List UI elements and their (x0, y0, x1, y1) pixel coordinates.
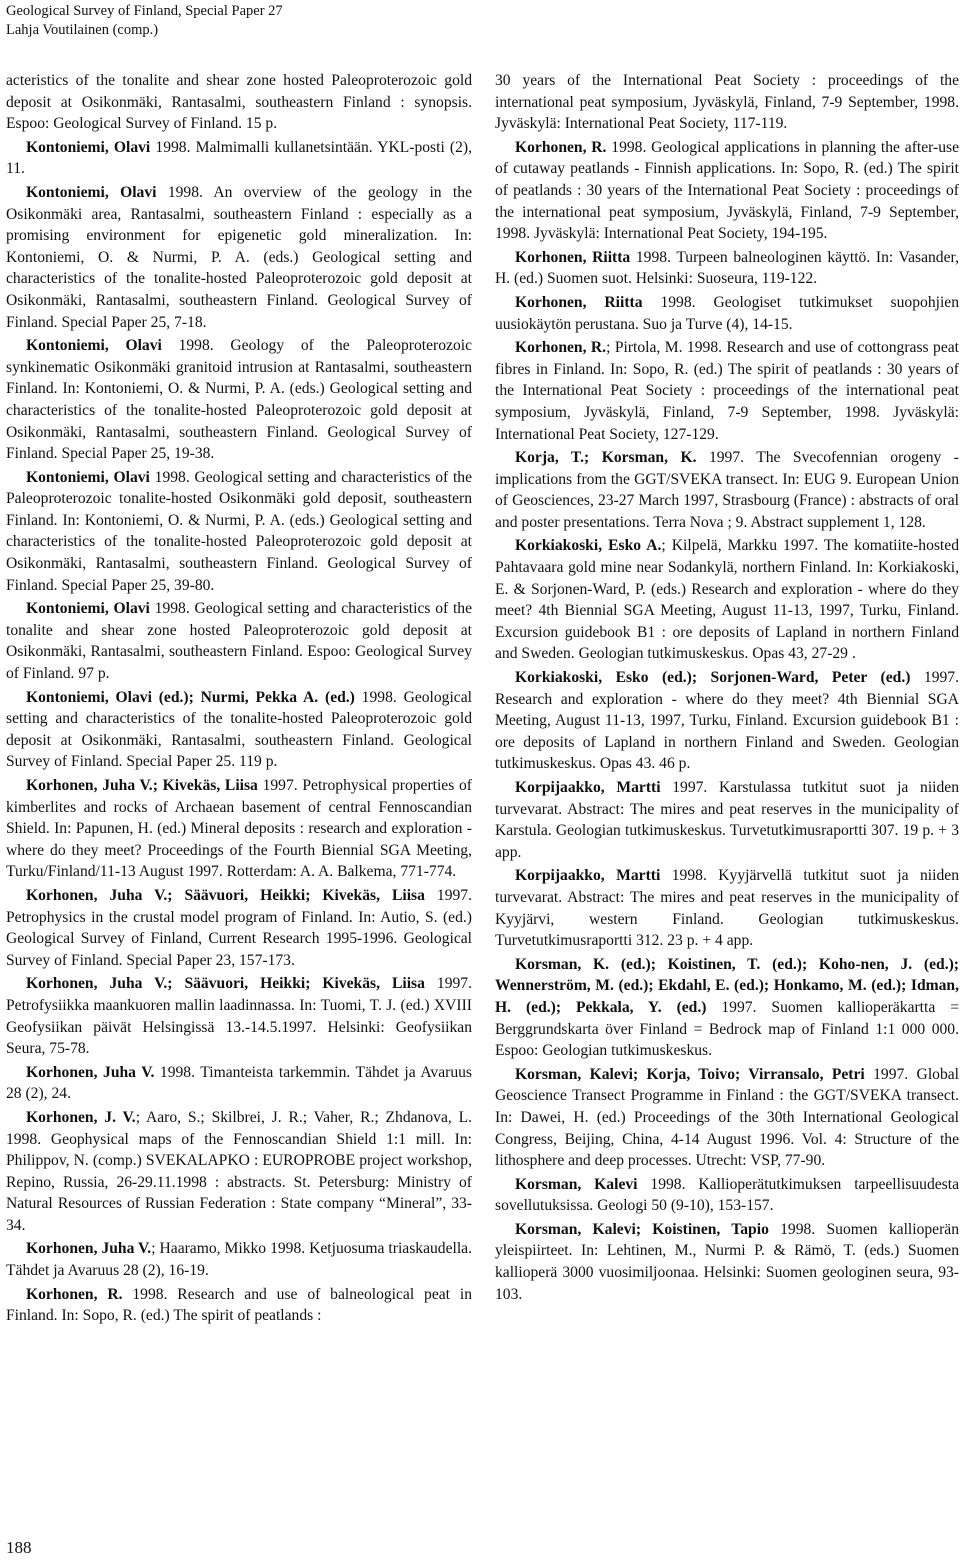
reference-author: Korhonen, Riitta (515, 248, 631, 266)
left-column (6, 70, 472, 1329)
reference-text: 1998. An overview of the geology in the Osikonmäki area, Rantasalmi, southeastern Finland : especially as a promising environment for epigenetic gold mineralization. In: Kontoniemi, O. & Nurmi, P. A. (eds.) Geological setting and characteristics of the tonalite-hosted Paleoproterozoic gold deposit at Osikonmäki, Rantasalmi, southeastern Finland. Geological Survey of Finland. Special Paper 25, 7-18. (6, 183, 472, 331)
reference-author: Korhonen, R. (515, 339, 607, 357)
reference-author: Korpijaakko, Martti (515, 867, 661, 885)
reference-author: Korsman, Kalevi; Koistinen, Tapio (515, 1220, 769, 1238)
reference-text: 1998. Kallioperätutkimuksen tarpeellisuudesta sovellutuksissa. Geologi 50 (9-10), 153-157. (495, 1175, 960, 1215)
reference-author: Korhonen, R. (26, 1285, 123, 1303)
reference-entry (495, 777, 959, 863)
reference-entry (6, 775, 472, 883)
reference-entry (6, 1238, 472, 1281)
reference-entry (495, 865, 959, 951)
reference-text: 1997. Petrophysics in the crustal model program of Finland. In: Autio, S. (ed.) Geological Survey of Finland, Current Research 1995-1996. Geological Survey of Finland. Special Paper 23, 157-173. (6, 886, 472, 969)
reference-text: 1997. Petrophysical properties of kimberlites and rocks of Archaean basement of central Fennoscandian Shield. In: Papunen, H. (ed.) Mineral deposits : research and exploration - where do they meet? Proceedings of the Fourth Biennial SGA Meeting, Turku/Finland/11-13 August 1997. Rotterdam: A. A. Balkema, 771-774. (6, 777, 472, 881)
reference-text: 1997. Karstulassa tutkitut suot ja niiden turvevarat. Abstract: The mires and peat reserves in the municipality of Karstula. Geologian tutkimuskeskus. Turvetutkimusraportti 307. 19 p. + 3 app. (495, 779, 960, 861)
reference-entry (6, 598, 472, 684)
reference-text: 1998. Geological setting and characteristics of the tonalite-hosted Paleoproterozoic gold deposit at Osikonmäki, Rantasalmi, southeastern Finland. Geological Survey of Finland. Special Paper 25. 119 p. (6, 688, 472, 771)
reference-author: Korhonen, J. V. (26, 1108, 136, 1126)
series-title: Geological Survey of Finland, Special Paper 27 (6, 3, 283, 19)
reference-author: Korkiakoski, Esko (ed.); Sorjonen-Ward, Peter (ed.) (515, 669, 911, 687)
reference-text: 1998. Suomen kallioperän yleispiirteet. In: Lehtinen, M., Nurmi P. & Rämö, T. (eds.) Suomen kallioperä 3000 vuosimiljoonaa. Helsinki: Suomen geologinen seura, 93-103. (495, 1220, 959, 1303)
reference-entry (495, 1219, 959, 1305)
reference-entry (6, 885, 472, 971)
reference-author: Korhonen, Juha V.; Säävuori, Heikki; Kivekäs, Liisa (26, 886, 425, 904)
reference-entry (495, 337, 959, 445)
reference-entry (495, 137, 959, 245)
reference-text: 1998. Timanteista tarkemmin. Tähdet ja Avaruus 28 (2), 24. (6, 1063, 472, 1103)
reference-entry (6, 1062, 472, 1105)
reference-text: 30 years of the International Peat Society : proceedings of the international peat symposium, Jyväskylä, Finland, 7-9 September, 1998. Jyväskylä: International Peat Society, 117-119. (495, 72, 959, 133)
reference-text: 1997. Research and exploration - where do they meet? 4th Biennial SGA Meeting, August 11-13, 1997, Turku, Finland. Excursion guidebook B1 : ore deposits of Lapland in northern Finland and Sweden. Geologian tutkimuskeskus. Opas 43. 46 p. (495, 669, 959, 773)
reference-entry (6, 335, 472, 465)
reference-text: 1998. Geological applications in planning the after-use of cutaway peatlands - Finnish applications. In: Sopo, R. (ed.) The spirit of peatlands : 30 years of the International Peat Society : proceedings of the international peat symposium, Jyväskylä, Finland, 7-9 September, 1998. Jyväskylä: International Peat Society, 194-195. (495, 138, 959, 243)
reference-text: ; Aaro, S.; Skilbrei, J. R.; Vaher, R.; Zhdanova, L. 1998. Geophysical maps of the Fennoscandian Shield 1:1 mill. In: Philippov, N. (comp.) SVEKALAPKO : EUROPROBE project workshop, Repino, Russia, 26-29.11.1998 : abstracts. St. Petersburg: Ministry of Natural Resources of Russian Federation : State company “Mineral”, 33-34. (6, 1108, 473, 1234)
reference-author: Korsman, Kalevi; Korja, Toivo; Virransalo, Petri (515, 1065, 865, 1083)
reference-entry (6, 1107, 472, 1237)
reference-author: Korhonen, Riitta (515, 293, 643, 311)
reference-author: Kontoniemi, Olavi (26, 468, 150, 486)
reference-entry (495, 1064, 959, 1172)
reference-text: 1998. Malmimalli kullanetsintään. YKL-posti (2), 11. (6, 138, 472, 178)
reference-text: 1998. Turpeen balneologinen käyttö. In: Vasander, H. (ed.) Suomen suot. Helsinki: Suoseura, 119-122. (495, 248, 959, 288)
reference-author: Korsman, K. (ed.); Koistinen, T. (ed.); Koho-nen, J. (ed.); Wennerström, M. (ed.); Ekdahl, E. (ed.); Honkamo, M. (ed.); Idman, H. (ed.); Pekkala, Y. (ed.) (495, 955, 959, 1016)
compiler-line: Lahja Voutilainen (comp.) (6, 22, 159, 38)
reference-entry (495, 70, 959, 135)
reference-text: 1998. Research and use of balneological peat in Finland. In: Sopo, R. (ed.) The spirit of peatlands : (6, 1285, 472, 1325)
reference-entry (495, 1174, 959, 1217)
reference-text: 1998. Geologiset tutkimukset suopohjien uusiokäytön perustana. Suo ja Turve (4), 14-15. (495, 293, 959, 333)
reference-entry (6, 1284, 472, 1327)
reference-entry (495, 447, 959, 533)
reference-entry (495, 667, 959, 775)
reference-text: 1998. Kyyjärvellä tutkitut suot ja niiden turvevarat. Abstract: The mires and peat reserves in the municipality of Kyyjärvi, western Finland. Geologian tutkimuskeskus. Turvetutkimusraportti 312. 23 p. + 4 app. (495, 867, 959, 950)
reference-text: 1997. The Svecofennian orogeny - implications from the GGT/SVEKA transect. In: EUG 9. European Union of Geosciences, 23-27 March 1997, Strasbourg (France) : abstracts of oral and poster presentations. Terra Nova ; 9. Abstract supplement 1, 128. (495, 449, 959, 531)
reference-text: ; Haaramo, Mikko 1998. Ketjuosuma triaskaudella. Tähdet ja Avaruus 28 (2), 16-19. (6, 1240, 472, 1280)
reference-text: 1998. Geological setting and characteristics of the Paleoproterozoic tonalite-hosted Osikonmäki gold deposit, southeastern Finland. In: Kontoniemi, O. & Nurmi, P. A. (eds.) Geological setting and characteristics of the tonalite-hosted Paleoproterozoic gold deposit at Osikonmäki, Rantasalmi, southeastern Finland. Geological Survey of Finland. Special Paper 25, 39-80. (6, 468, 472, 594)
reference-author: Korpijaakko, Martti (515, 779, 661, 796)
reference-text: 1997. Petrofysiikka maankuoren mallin laadinnassa. In: Tuomi, T. J. (ed.) XVIII Geofysiikan päivät Helsingissä 13.-14.5.1997. Helsinki: Geofysiikan Seura, 75-78. (6, 975, 472, 1058)
reference-author: Kontoniemi, Olavi (26, 600, 150, 618)
reference-entry (6, 182, 472, 333)
reference-text: ; Pirtola, M. 1998. Research and use of cottongrass peat fibres in Finland. In: Sopo, R. (ed.) The spirit of peatlands : 30 years of the International Peat Society : proceedings of the international peat symposium, Jyväskylä, Finland, 7-9 September, 1998. Jyväskylä: International Peat Society, 127-129. (495, 339, 959, 443)
reference-author: Korhonen, Juha V.; Kivekäs, Liisa (26, 777, 258, 794)
right-column (495, 70, 959, 1307)
reference-author: Korja, T.; Korsman, K. (515, 449, 697, 467)
reference-author: Korhonen, Juha V.; Säävuori, Heikki; Kivekäs, Liisa (26, 975, 425, 993)
reference-entry (495, 535, 959, 665)
reference-text: 1997. Global Geoscience Transect Programme in Finland : the GGT/SVEKA transect. In: Dawei, H. (ed.) Proceedings of the 30th International Geological Congress, Beijing, China, 4-14 August 1996. Vol. 4: Structure of the lithosphere and deep processes. Utrecht: VSP, 77-90. (495, 1065, 959, 1170)
running-header (6, 2, 283, 40)
reference-author: Kontoniemi, Olavi (ed.); Nurmi, Pekka A. (ed.) (26, 688, 355, 706)
reference-entry (495, 954, 959, 1062)
reference-entry (495, 292, 959, 335)
reference-author: Kontoniemi, Olavi (26, 183, 157, 201)
reference-author: Korhonen, Juha V. (26, 1063, 155, 1081)
reference-text: ; Kilpelä, Markku 1997. The komatiite-hosted Pahtavaara gold mine near Sodankylä, northern Finland. In: Korkiakoski, E. & Sorjonen-Ward, P. (eds.) Research and exploration - where do they meet? 4th Biennial SGA Meeting, August 11-13, 1997, Turku, Finland. Excursion guidebook B1 : ore deposits of Lapland in northern Finland and Sweden. Geologian tutkimuskeskus. Opas 43, 27-29 . (495, 537, 959, 663)
reference-entry (495, 247, 959, 290)
reference-text: acteristics of the tonalite and shear zone hosted Paleoproterozoic gold deposit at Osikonmäki, Rantasalmi, southeastern Finland : synopsis. Espoo: Geological Survey of Finland. 15 p. (6, 72, 472, 133)
reference-author: Korsman, Kalevi (515, 1175, 638, 1193)
reference-author: Korhonen, Juha V. (26, 1240, 152, 1258)
reference-author: Kontoniemi, Olavi (26, 337, 162, 355)
reference-text: 1998. Geology of the Paleoproterozoic synkinematic Osikonmäki granitoid intrusion at Rantasalmi, southeastern Finland. In: Kontoniemi, O. & Nurmi, P. A. (eds.) Geological setting and characteristics of the tonalite-hosted Paleoproterozoic gold deposit at Osikonmäki, Rantasalmi, southeastern Finland. Geological Survey of Finland. Special Paper 25, 19-38. (6, 337, 472, 463)
reference-entry (6, 137, 472, 180)
reference-author: Korhonen, R. (515, 138, 607, 156)
reference-text: 1997. Suomen kallioperäkartta = Berggrundskarta över Finland = Bedrock map of Finland 1:1 000 000. Espoo: Geologian tutkimuskeskus. (495, 998, 959, 1060)
reference-author: Korkiakoski, Esko A. (515, 537, 662, 555)
reference-entry (6, 70, 472, 135)
reference-text: 1998. Geological setting and characteristics of the tonalite and shear zone hosted Paleoproterozoic gold deposit at Osikonmäki, Rantasalmi, southeastern Finland. Espoo: Geological Survey of Finland. 97 p. (6, 600, 472, 683)
reference-entry (6, 467, 472, 597)
reference-author: Kontoniemi, Olavi (26, 138, 151, 156)
page-number: 188 (6, 1538, 32, 1557)
reference-entry (6, 973, 472, 1059)
reference-entry (6, 687, 472, 773)
